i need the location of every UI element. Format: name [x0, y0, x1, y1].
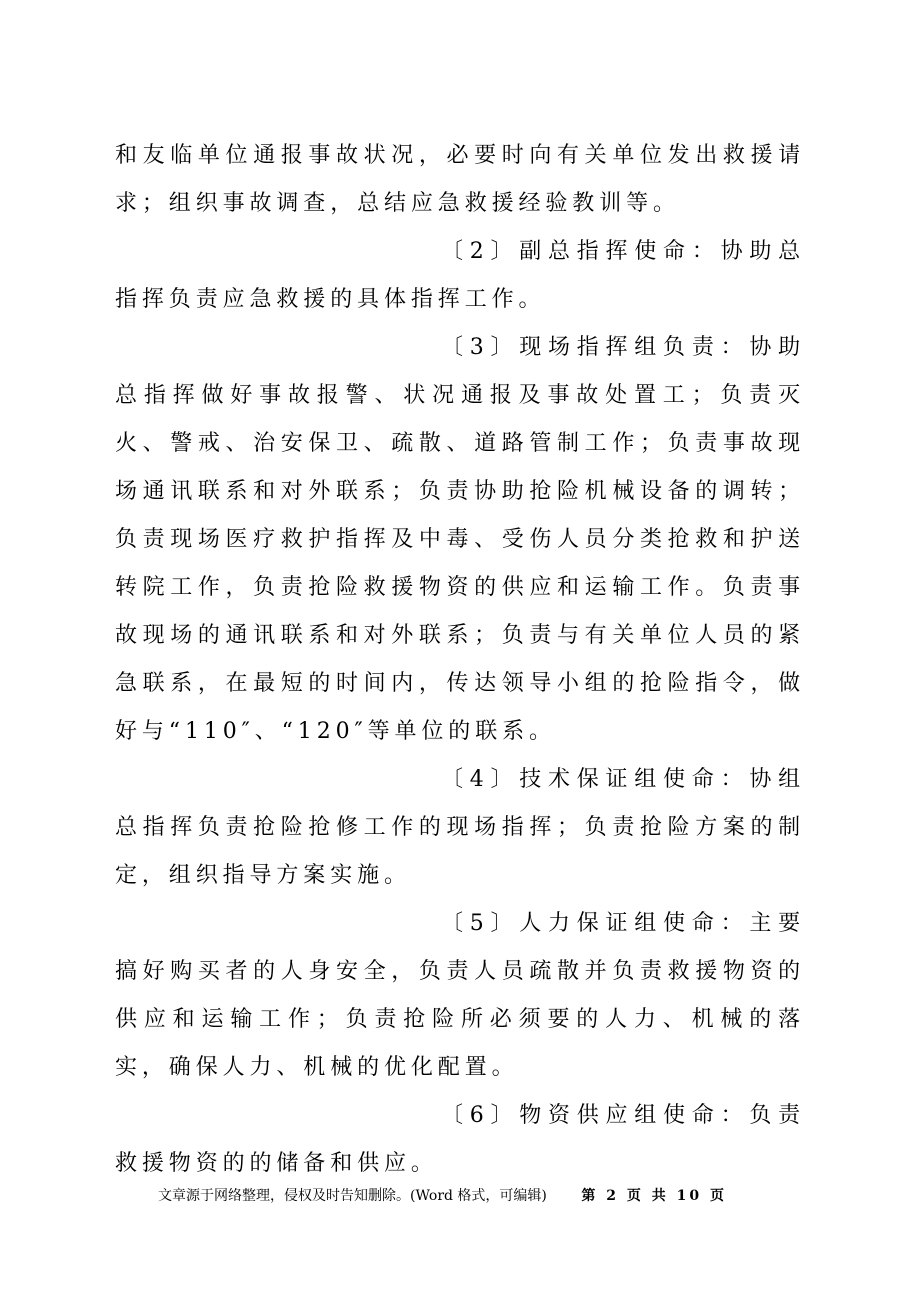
- page-footer: [158, 1186, 798, 1206]
- document-body: [115, 132, 805, 1188]
- paragraph-1: 和友临单位通报事故状况，必要时向有关单位发出救援请求；组织事故调查，总结应急救援经验教训等。: [115, 143, 805, 216]
- footer-page-number: 第 2 页 共 10 页: [581, 1188, 727, 1204]
- paragraph-2: 〔2〕副总指挥使命：协助总指挥负责应急救援的具体指挥工作。: [115, 239, 805, 312]
- footer-source-note: 文章源于网络整理，侵权及时告知删除。(Word 格式，可编辑): [158, 1188, 547, 1204]
- paragraph-3: 〔3〕现场指挥组负责：协助总指挥做好事故报警、状况通报及事故处置工；负责灭火、警戒、治安保卫、疏散、道路管制工作；负责事故现场通讯联系和对外联系；负责协助抢险机械设备的调转；负责现场医疗救护指挥及中毒、受伤人员分类抢救和护送转院工作，负责抢险救援物资的供应和运输工作。负责事故现场的通讯联系和对外联系；负责与有关单位人员的紧急联系，在最短的时间内，传达领导小组的抢险指令，做好与“110″、“120″等单位的联系。: [115, 335, 805, 744]
- paragraph-4: 〔4〕技术保证组使命：协组总指挥负责抢险抢修工作的现场指挥；负责抢险方案的制定，组织指导方案实施。: [115, 767, 805, 888]
- paragraph-5: 〔5〕人力保证组使命：主要搞好购买者的人身安全，负责人员疏散并负责救援物资的供应和运输工作；负责抢险所必须要的人力、机械的落实，确保人力、机械的优化配置。: [115, 911, 805, 1080]
- paragraph-6: 〔6〕物资供应组使命：负责救援物资的的储备和供应。: [115, 1103, 805, 1176]
